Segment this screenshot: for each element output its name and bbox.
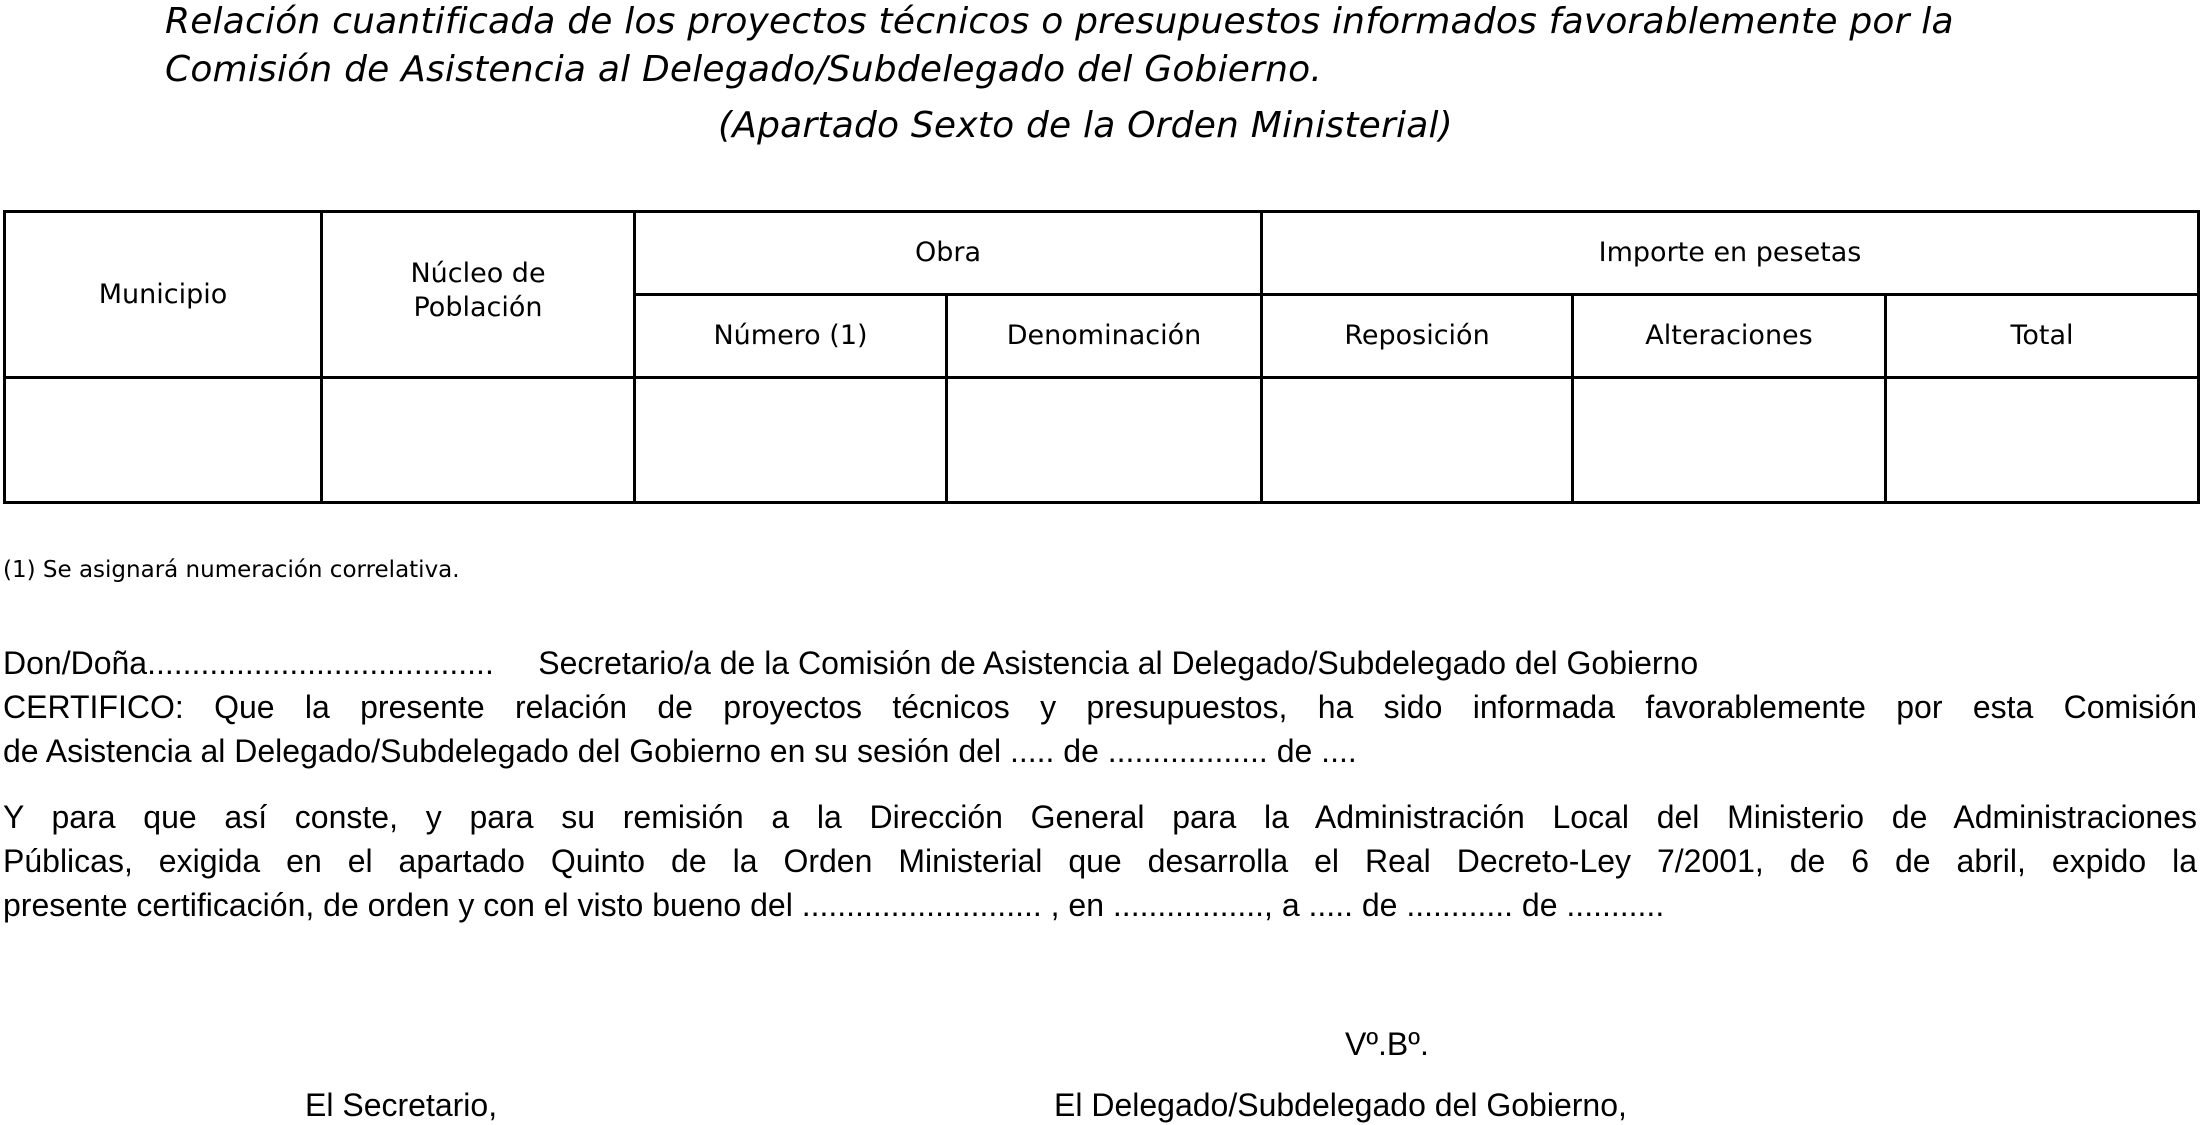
remission-line-3: presente certificación, de orden y con el visto bueno del ........................... , en ................., a ..... de ............ de ........... (3, 887, 1665, 923)
header-numero: Número (1) (635, 295, 947, 378)
remission-line-2: Públicas, exigida en el apartado Quinto de la Orden Ministerial que desarrolla el Real Decreto-Ley 7/2001, de 6 de abril, expido la (3, 843, 2197, 879)
cell-alteraciones (1573, 378, 1886, 503)
visto-bueno-label: Vº.Bº. (1345, 1026, 1429, 1062)
projects-table (3, 210, 2200, 504)
document-subtitle: (Apartado Sexto de la Orden Ministerial) (718, 105, 1453, 146)
cell-municipio (5, 378, 322, 503)
certification-line-2: CERTIFICO: Que la presente relación de proyectos técnicos y presupuestos, ha sido informada favorablemente por esta Comisión (3, 689, 2197, 725)
document-title-line-1: Relación cuantificada de los proyectos técnicos o presupuestos informados favorablemente por la (165, 1, 1954, 42)
header-nucleo-poblacion (322, 212, 635, 378)
header-total: Total (1886, 295, 2199, 378)
secretario-signature-label: El Secretario, (305, 1087, 498, 1123)
remission-paragraph (3, 795, 2197, 927)
cell-reposicion (1262, 378, 1573, 503)
header-alteraciones: Alteraciones (1573, 295, 1886, 378)
header-obra: Obra (635, 212, 1262, 295)
document-title-line-2: Comisión de Asistencia al Delegado/Subdelegado del Gobierno. (165, 49, 1323, 90)
remission-line-1: Y para que así conste, y para su remisión a la Dirección General para la Administración Local del Ministerio de Administraciones (3, 799, 2197, 835)
certification-line-1: Don/Doña....................................... Secretario/a de la Comisión de Asistencia al Delegado/Subdelegado del Gobierno (3, 645, 1699, 681)
table-row (5, 378, 2199, 503)
cell-total (1886, 378, 2199, 503)
header-nucleo-poblacion-label: Núcleo de Población (410, 257, 546, 323)
cell-nucleo-poblacion (322, 378, 635, 503)
certification-paragraph (3, 641, 2197, 773)
cell-numero (635, 378, 947, 503)
header-municipio: Municipio (5, 212, 322, 378)
header-importe-pesetas: Importe en pesetas (1262, 212, 2199, 295)
cell-denominacion (947, 378, 1262, 503)
header-denominacion: Denominación (947, 295, 1262, 378)
certification-line-3: de Asistencia al Delegado/Subdelegado del Gobierno en su sesión del ..... de .................. de .... (3, 733, 1357, 769)
table-footnote: (1) Se asignará numeración correlativa. (3, 557, 460, 583)
delegado-signature-label: El Delegado/Subdelegado del Gobierno, (1054, 1087, 1627, 1123)
header-reposicion: Reposición (1262, 295, 1573, 378)
